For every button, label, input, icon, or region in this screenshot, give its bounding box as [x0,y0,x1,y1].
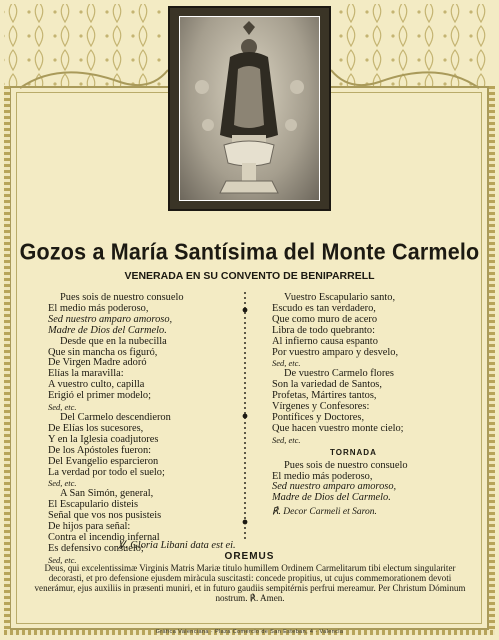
verse-line: Señal que vos nos pusisteis [48,510,162,522]
verse-line: Sed, etc. [48,402,77,413]
verse-line: Que como muro de acero [272,313,378,325]
virgin-figure-icon [180,17,319,200]
oremus-prayer: Deus, qui excelentissimæ Virginis Matris Mariæ titulo humillem Ordinem Carmelitarum tibi electum singulariter decorasti, et pro defensione ejusdem miràcula suscitasti: concede propitius, ut cujus commemorationem devoti venerámur, ejus auxiliis in præsenti muniri, et in futuro gaudiis sempitérnis perfrui mereamur. Per Christum Dóminum nostrum. ℟. Amen. [34,563,466,603]
verse-line: De los Apóstoles fueron: [48,444,152,456]
verse-line: Es defensivo consuelo; [48,542,144,554]
right-leaf-border [489,86,495,630]
left-leaf-border [4,86,10,630]
verse-line: ℟. Decor Carmeli et Saron. [272,507,377,518]
center-divider-ornament [239,290,251,542]
verse-line: Sed nuestro amparo amoroso, [48,313,173,325]
verse-line: La verdad por todo el suelo; [48,466,165,478]
verse-line: Madre de Dios del Carmelo. [272,492,391,504]
verse-line: De Elías los sucesores, [48,422,144,434]
left-verse-column [48,293,184,566]
verse-line: Pues sois de nuestro consuelo [284,459,408,471]
verse-line: A San Simón, general, [60,488,154,500]
verse-line: Pues sois de nuestro consuelo [60,292,184,303]
virgin-image [179,16,320,201]
verse-line: El medio más poderoso, [272,470,373,482]
verse-line: Que hacen vuestro monte cielo; [272,422,404,434]
verse-line: Vuestro Escapulario santo, [284,292,396,303]
verse-line: TORNADA [330,447,377,457]
oremus-heading: OREMUS [224,551,275,562]
verse-line: De hijos para señal: [48,521,131,533]
verse-line: Y en la Iglesia coadjutores [48,433,159,445]
verse-line: Son la variedad de Santos, [272,379,382,391]
printer-footer: Gràfica Valenciana · Plaza Comercio de San Esteban, 4 · Valencia [155,629,344,635]
verse-line: Del Carmelo descendieron [60,411,171,423]
versicle: ℣. Gloria Libani data est ei. [118,540,236,551]
verse-line: Escudo es tan verdadero, [272,302,376,314]
verse-line: Al infierno causa espanto [272,335,378,347]
verse-line: Sed, etc. [272,358,301,369]
verse-line: El Escapulario disteis [48,499,139,511]
virgin-image-frame [168,6,331,211]
page-subtitle: VENERADA EN SU CONVENTO DE BENIPARRELL [124,270,375,282]
verse-line: Por vuestro amparo y desvelo, [272,346,399,358]
verse-line: Vírgenes y Confesores: [272,401,370,413]
verse-line: Contra el incendio infernal [48,531,160,543]
verse-line: Sed, etc. [48,554,77,565]
verse-line: Profetas, Mártires tantos, [272,390,377,402]
verse-line: Sed, etc. [272,434,301,445]
right-verse-column [272,293,408,518]
verse-line: Desde que en la nubecilla [60,335,167,347]
verse-line: El medio más poderoso, [48,302,149,314]
verse-line: De Virgen Madre adoró [48,357,147,369]
verse-line: Sed, etc. [48,478,77,489]
verse-line: Pontífices y Doctores, [272,411,365,423]
verse-line: Erigió el primer modelo; [48,390,152,402]
verse-line: Sed nuestro amparo amoroso, [272,481,397,493]
verse-line: Que sin mancha os figuró, [48,346,158,358]
verse-line: Del Evangelio esparcieron [48,455,159,467]
verse-line: A vuestro culto, capilla [48,379,145,391]
verse-line: De vuestro Carmelo flores [284,368,394,380]
verse-line: Libra de todo quebranto: [272,324,376,336]
page-title: Gozos a María Santísima del Monte Carmelo [19,239,480,265]
verse-line: Elías la maravilla: [48,368,124,380]
verse-line: Madre de Dios del Carmelo. [48,324,167,336]
